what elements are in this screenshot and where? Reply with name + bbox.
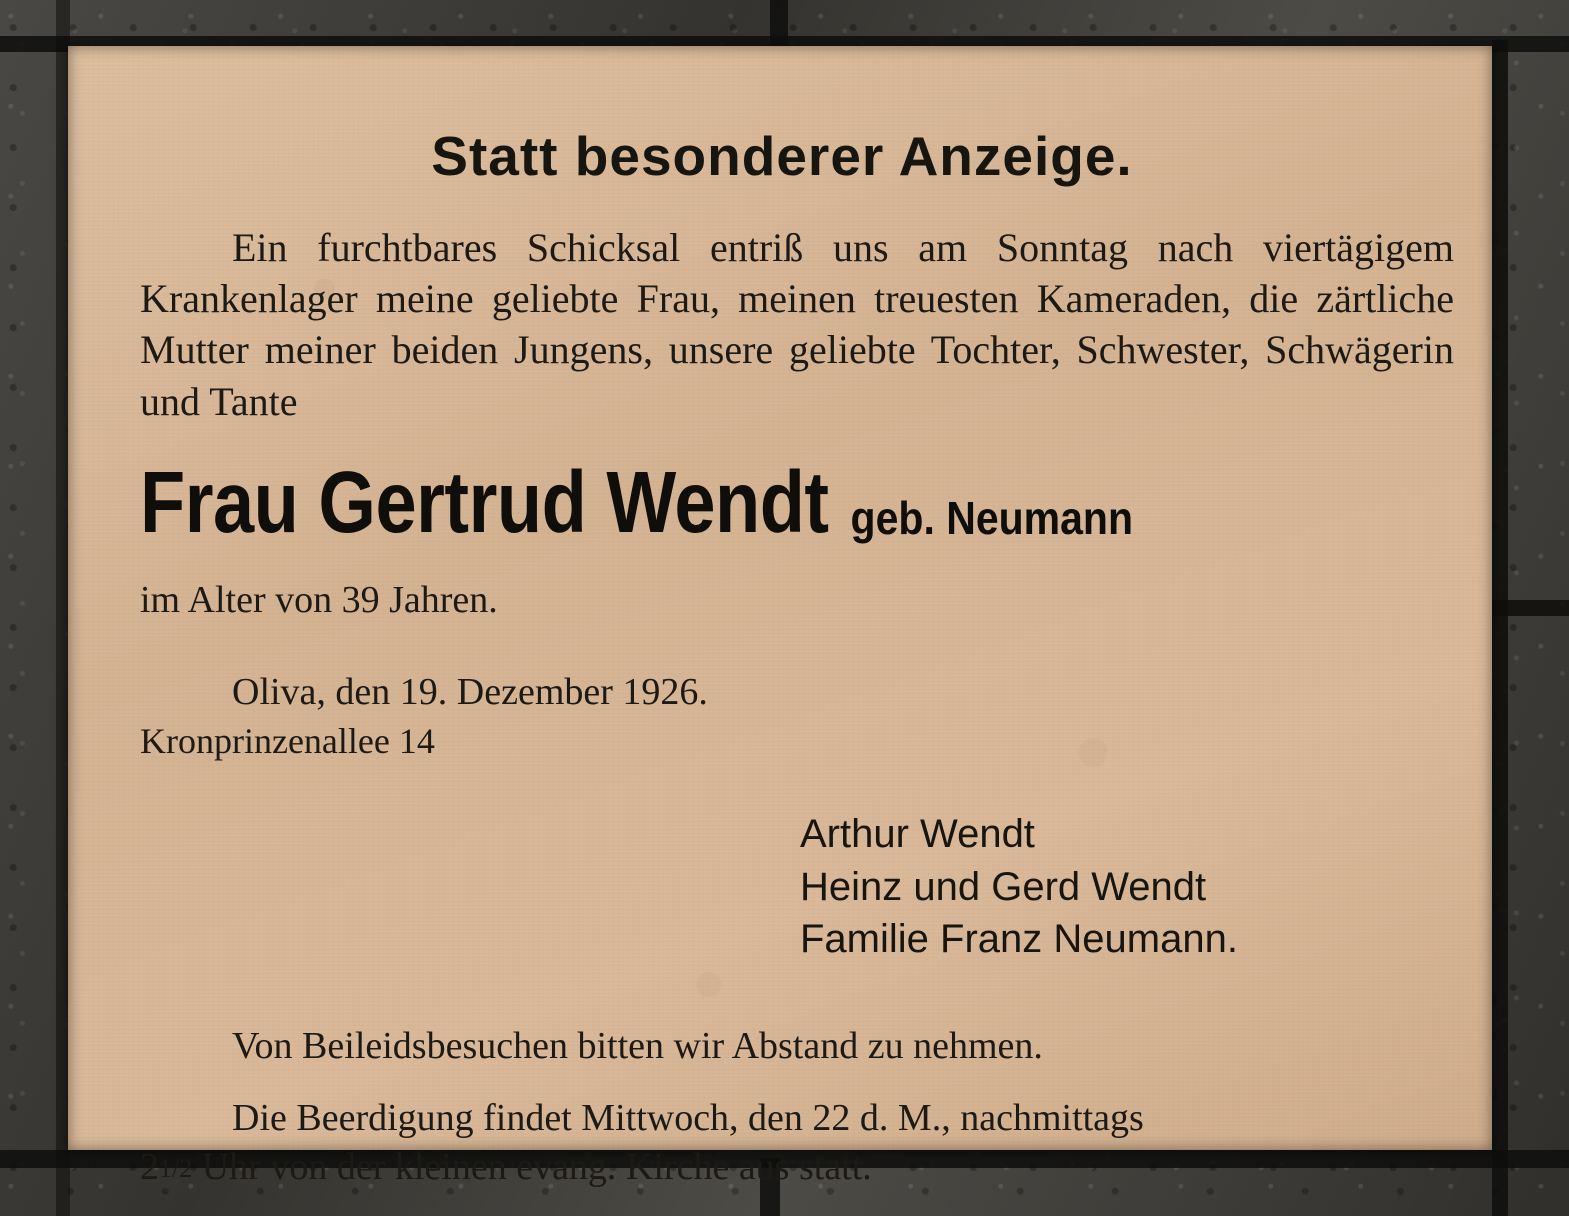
- address-line: Kronprinzenallee 14: [140, 720, 435, 761]
- condolence-note: [140, 1022, 1454, 1071]
- funeral-details-line-2: Uhr von der kleinen evang. Kirche aus statt.: [192, 1145, 872, 1188]
- deceased-age: im Alter von 39 Jahren.: [140, 578, 498, 621]
- deceased-maiden-name: geb. Neumann: [850, 492, 1134, 544]
- survivor-line: Arthur Wendt: [800, 811, 1035, 856]
- stone-grout-line: [1492, 40, 1508, 1216]
- funeral-time-number: 2: [140, 1145, 159, 1188]
- stone-grout-line: [1480, 600, 1569, 616]
- survivors-list: [140, 808, 1454, 966]
- notice-headline: Statt besonderer Anzeige.: [431, 125, 1133, 187]
- notice-intro-text: Ein furchtbares Schicksal entriß uns am Sonntag nach viertägigem Krankenlager meine geliebte Frau, meinen treuesten Kameraden, die zärtliche Mutter meiner beiden Jungens, unsere geliebte Tochter, Schwester, Schwägerin und Tante: [140, 225, 1454, 424]
- survivor-line: Heinz und Gerd Wendt: [800, 864, 1207, 909]
- deceased-name-line: [140, 452, 1454, 552]
- deceased-name: Frau Gertrud Wendt: [140, 452, 829, 551]
- funeral-details-line-1: Die Beerdigung findet Mittwoch, den 22 d. M., nachmittags: [232, 1096, 1144, 1139]
- notice-intro-paragraph: [140, 222, 1454, 427]
- condolence-note-text: Von Beileidsbesuchen bitten wir Abstand zu nehmen.: [232, 1025, 1043, 1068]
- newspaper-clipping: [68, 46, 1492, 1188]
- place-and-date: Oliva, den 19. Dezember 1926.: [232, 670, 708, 713]
- survivor-line: Familie Franz Neumann.: [800, 917, 1238, 962]
- notice-content: [68, 124, 1492, 1192]
- funeral-time-fraction: 1/2: [159, 1153, 193, 1183]
- notice-footer: [140, 1022, 1454, 1192]
- funeral-details: [140, 1094, 1454, 1193]
